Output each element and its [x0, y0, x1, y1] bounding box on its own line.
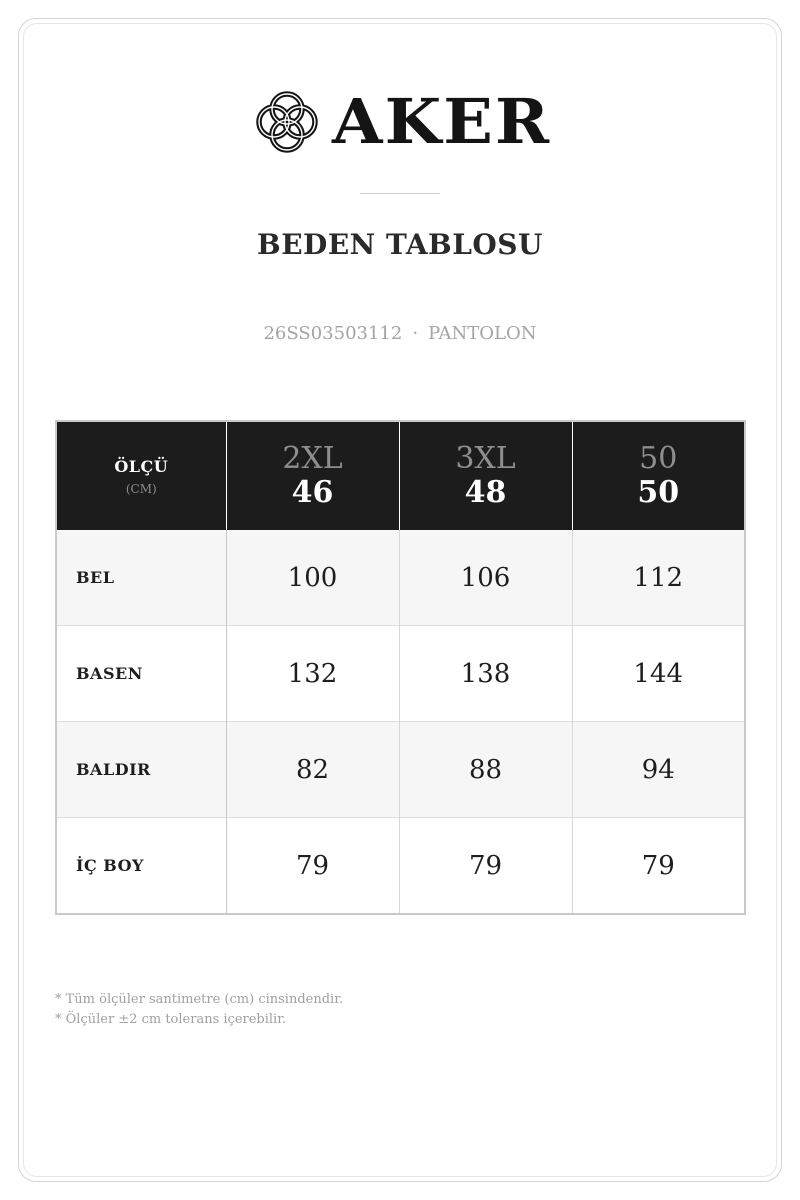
row-label: BEL	[56, 530, 226, 626]
table-cell: 79	[226, 818, 399, 915]
footnote: * Ölçüler ±2 cm tolerans içerebilir.	[55, 1012, 287, 1027]
brand-name: AKER	[332, 85, 552, 158]
table-cell: 79	[572, 818, 745, 915]
size-column-header	[226, 421, 399, 530]
table-cell: 132	[226, 626, 399, 722]
row-label: BASEN	[56, 626, 226, 722]
corner-cell	[56, 421, 226, 530]
table-cell: 94	[572, 722, 745, 818]
measure-header-unit: (CM)	[125, 481, 157, 496]
size-number: 50	[637, 474, 680, 510]
footnotes	[55, 990, 343, 1030]
product-type: PANTOLON	[428, 323, 537, 344]
brand-logo	[252, 86, 552, 158]
table-cell: 112	[572, 530, 745, 626]
footnote: * Tüm ölçüler santimetre (cm) cinsindendir.	[55, 992, 344, 1007]
table-cell: 88	[399, 722, 572, 818]
page-title: BEDEN TABLOSU	[257, 228, 543, 261]
product-code: 26SS03503112	[263, 323, 403, 344]
size-number: 48	[464, 474, 507, 510]
table-row	[56, 818, 745, 915]
subtitle-separator: ·	[412, 323, 419, 344]
row-label: İÇ BOY	[56, 818, 226, 915]
table-cell: 100	[226, 530, 399, 626]
table-cell: 144	[572, 626, 745, 722]
table-row	[56, 626, 745, 722]
table-row	[56, 722, 745, 818]
row-label: BALDIR	[56, 722, 226, 818]
measure-header-label: ÖLÇÜ	[114, 456, 169, 476]
product-subtitle	[0, 323, 800, 344]
size-letter: 3XL	[455, 440, 516, 476]
knot-logo-icon	[252, 87, 322, 157]
table-cell: 138	[399, 626, 572, 722]
table-cell: 82	[226, 722, 399, 818]
size-letter: 50	[639, 440, 678, 476]
table-header-row	[56, 421, 745, 530]
size-table	[55, 420, 746, 915]
size-column-header	[399, 421, 572, 530]
size-column-header	[572, 421, 745, 530]
table-cell: 79	[399, 818, 572, 915]
table-row	[56, 530, 745, 626]
divider	[360, 193, 440, 194]
size-number: 46	[291, 474, 334, 510]
size-letter: 2XL	[282, 440, 343, 476]
table-cell: 106	[399, 530, 572, 626]
